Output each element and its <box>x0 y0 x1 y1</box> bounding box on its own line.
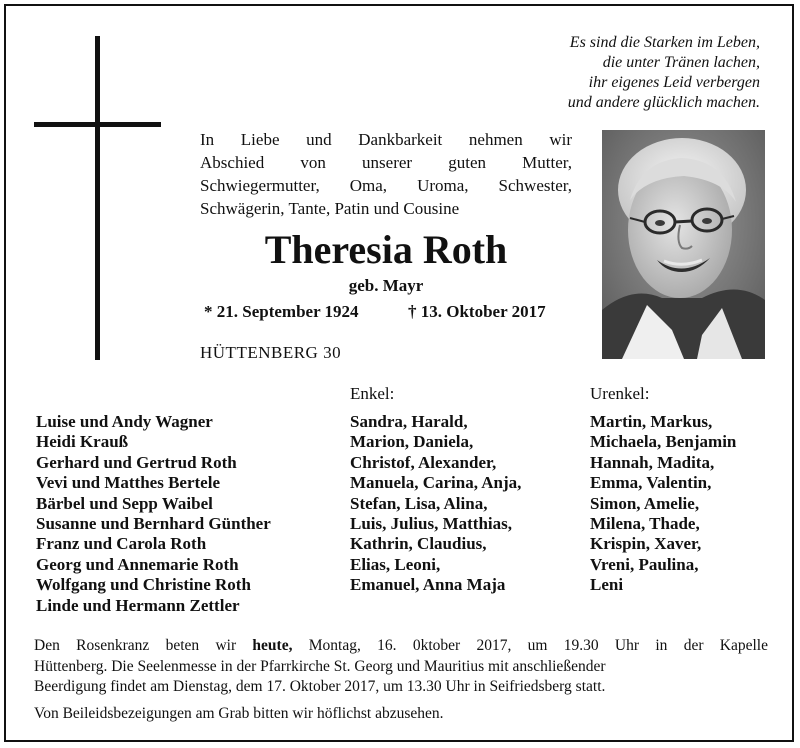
death-date: † 13. Oktober 2017 <box>408 302 546 321</box>
service-notice <box>34 636 768 724</box>
list-item: Heidi Krauß <box>36 432 129 452</box>
poem <box>470 33 760 113</box>
notice-line: Hüttenberg. Die Seelenmesse in der Pfarrkirche St. Georg und Mauritius mit anschließender <box>34 657 606 675</box>
list-item: Luise und Andy Wagner <box>36 412 213 431</box>
list-item: Simon, Amelie, <box>590 493 700 513</box>
list-item: Linde und Hermann Zettler <box>36 595 240 615</box>
list-item: Manuela, Carina, Anja, <box>350 473 522 493</box>
list-item: Susanne und Bernhard Günther <box>36 514 271 534</box>
enkel-list <box>350 412 521 596</box>
deceased-name: Theresia Roth <box>264 227 508 272</box>
list-item: Leni <box>590 575 624 595</box>
list-item: Wolfgang und Christine Roth <box>36 575 251 595</box>
family-list <box>36 412 271 616</box>
poem-line: und andere glücklich machen. <box>567 94 760 111</box>
list-item: Michaela, Benjamin <box>590 432 737 452</box>
cross-vertical-bar <box>95 36 100 360</box>
intro-line: Schwiegermutter, Oma, Uroma, Schwester, <box>200 176 572 195</box>
list-item: Marion, Daniela, <box>350 432 474 452</box>
list-item: Bärbel und Sepp Waibel <box>36 493 213 513</box>
notice-text: Montag, 16. 0ktober 2017, um 19.30 Uhr in der Kapelle <box>292 637 768 654</box>
list-item: Vevi und Matthes Bertele <box>36 473 220 493</box>
notice-line: Beerdigung findet am Dienstag, dem 17. Oktober 2017, um 13.30 Uhr in Seifriedsberg statt. <box>34 678 606 695</box>
poem-line: ihr eigenes Leid verbergen <box>588 74 760 91</box>
list-item: Gerhard und Gertrud Roth <box>36 452 237 472</box>
list-item: Emanuel, Anna Maja <box>350 575 506 595</box>
condolence-note: Von Beileidsbezeigungen am Grab bitten wir höflichst abzusehen. <box>34 704 444 722</box>
list-item: Christof, Alexander, <box>350 452 497 472</box>
list-item: Milena, Thade, <box>590 514 700 534</box>
intro-line: Abschied von unserer guten Mutter, <box>200 153 572 172</box>
list-item: Elias, Leoni, <box>350 554 441 574</box>
intro-text <box>200 128 572 220</box>
list-item: Emma, Valentin, <box>590 473 712 493</box>
urenkel-list <box>590 412 736 596</box>
list-item: Kathrin, Claudius, <box>350 534 487 554</box>
list-item: Franz und Carola Roth <box>36 534 207 554</box>
birth-date: * 21. September 1924 <box>204 302 359 321</box>
list-item: Martin, Markus, <box>590 412 713 431</box>
list-item: Vreni, Paulina, <box>590 554 699 574</box>
list-item: Krispin, Xaver, <box>590 534 702 554</box>
maiden-name: geb. Mayr <box>348 276 424 295</box>
poem-line: Es sind die Starken im Leben, <box>569 34 760 51</box>
address: HÜTTENBERG 30 <box>200 343 342 362</box>
list-item: Georg und Annemarie Roth <box>36 554 239 574</box>
list-item: Stefan, Lisa, Alina, <box>350 493 488 513</box>
poem-line: die unter Tränen lachen, <box>602 54 760 71</box>
notice-line <box>34 636 768 657</box>
notice-text: Den Rosenkranz beten wir <box>34 637 253 654</box>
list-item: Hannah, Madita, <box>590 452 715 472</box>
portrait-image <box>602 130 765 359</box>
list-item: Sandra, Harald, <box>350 412 468 431</box>
list-item: Luis, Julius, Matthias, <box>350 514 513 534</box>
intro-line: In Liebe und Dankbarkeit nehmen wir <box>200 130 572 149</box>
urenkel-heading: Urenkel: <box>590 384 650 403</box>
portrait-photo <box>602 130 765 359</box>
cross-horizontal-bar <box>34 122 161 127</box>
enkel-heading: Enkel: <box>350 384 395 403</box>
notice-emphasis: heute, <box>252 637 293 654</box>
intro-line: Schwägerin, Tante, Patin und Cousine <box>200 199 460 218</box>
obituary-border <box>4 4 794 742</box>
